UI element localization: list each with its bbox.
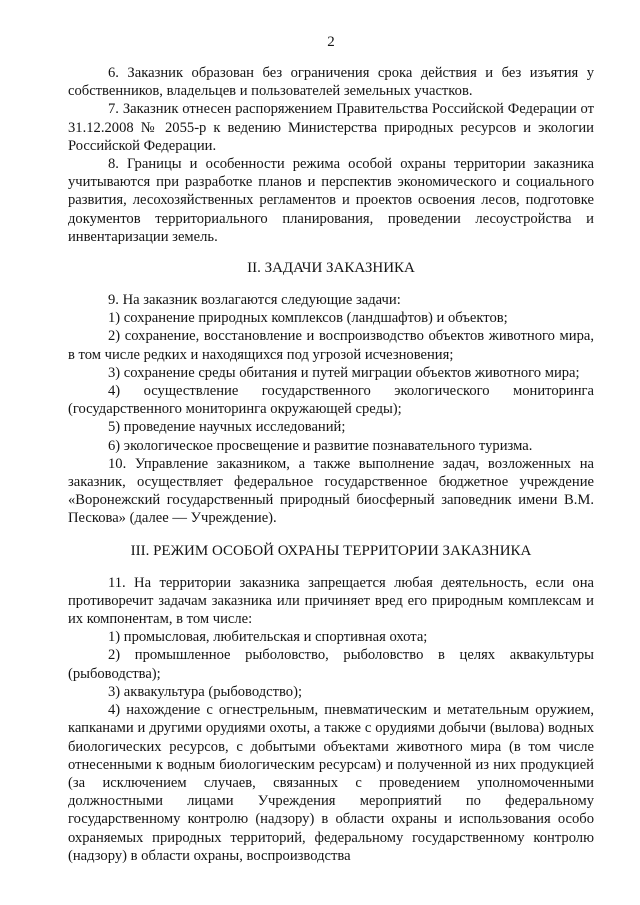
- paragraph-9: 9. На заказник возлагаются следующие задачи:: [108, 292, 401, 309]
- paragraph-11: 11. На территории заказника запрещается любая деятельность, если она противоречит задачам заказника или причиняет вред его природным комплексам и их компонентам, в том числе:: [68, 574, 594, 628]
- list-item-9-2: 2) сохранение, восстановление и воспроизводство объектов животного мира, в том числе редких и находящихся под угрозой исчезновения;: [68, 328, 594, 363]
- paragraph-6: 6. Заказник образован без ограничения срока действия и без изъятия у собственников, владельцев и пользователей земельных участков.: [68, 65, 594, 100]
- list-item-11-2: 2) промышленное рыболовство, рыболовство в целях аквакультуры (рыбоводства);: [68, 647, 594, 682]
- section-heading-protection-regime: III. РЕЖИМ ОСОБОЙ ОХРАНЫ ТЕРРИТОРИИ ЗАКАЗНИКА: [130, 542, 532, 559]
- list-item-9-1: 1) сохранение природных комплексов (ландшафтов) и объектов;: [108, 310, 508, 327]
- list-item-11-4: 4) нахождение с огнестрельным, пневматическим и метательным оружием, капканами и другими орудиями охоты, а также с орудиями добычи (вылова) водных биологических ресурсов, с добытыми объектами животного мира (в том числе отнесенными к водным биологическим ресурсам) и полученной из них продукцией (за исключением случаев, связанных с проведением уполномоченными должностными лицами Учреждения мероприятий по федеральному государственному контролю (надзору) в области охраны и использования особо охраняемых природных территорий, федеральному государственному контролю (надзору) в области охраны, воспроизводства: [68, 702, 594, 864]
- page-number: 2: [327, 34, 335, 50]
- list-item-11-3: 3) аквакультура (рыбоводство);: [108, 683, 303, 700]
- document-page: [68, 32, 594, 865]
- paragraph-8: 8. Границы и особенности режима особой охраны территории заказника учитываются при разработке планов и перспектив экономического и социального развития, лесохозяйственных регламентов и проектов освоения лесов, подготовке документов территориального планирования, проведении лесоустройства и инвентаризации земель.: [68, 156, 594, 245]
- list-item-11-1: 1) промысловая, любительская и спортивная охота;: [108, 629, 428, 646]
- section-heading-tasks: II. ЗАДАЧИ ЗАКАЗНИКА: [247, 260, 415, 277]
- paragraph-10: 10. Управление заказником, а также выполнение задач, возложенных на заказник, осуществляет федеральное государственное бюджетное учреждение «Воронежский государственный природный биосферный заповедник имени В.М. Пескова» (далее — Учреждение).: [68, 455, 594, 527]
- list-item-9-6: 6) экологическое просвещение и развитие познавательного туризма.: [108, 437, 533, 454]
- list-item-9-3: 3) сохранение среды обитания и путей миграции объектов животного мира;: [108, 364, 580, 381]
- list-item-9-4: 4) осуществление государственного экологического мониторинга (государственного мониторинга окружающей среды);: [68, 383, 594, 418]
- list-item-9-5: 5) проведение научных исследований;: [108, 419, 346, 436]
- paragraph-7: 7. Заказник отнесен распоряжением Правительства Российской Федерации от 31.12.2008 № 2055-р к ведению Министерства природных ресурсов и экологии Российской Федерации.: [68, 101, 594, 154]
